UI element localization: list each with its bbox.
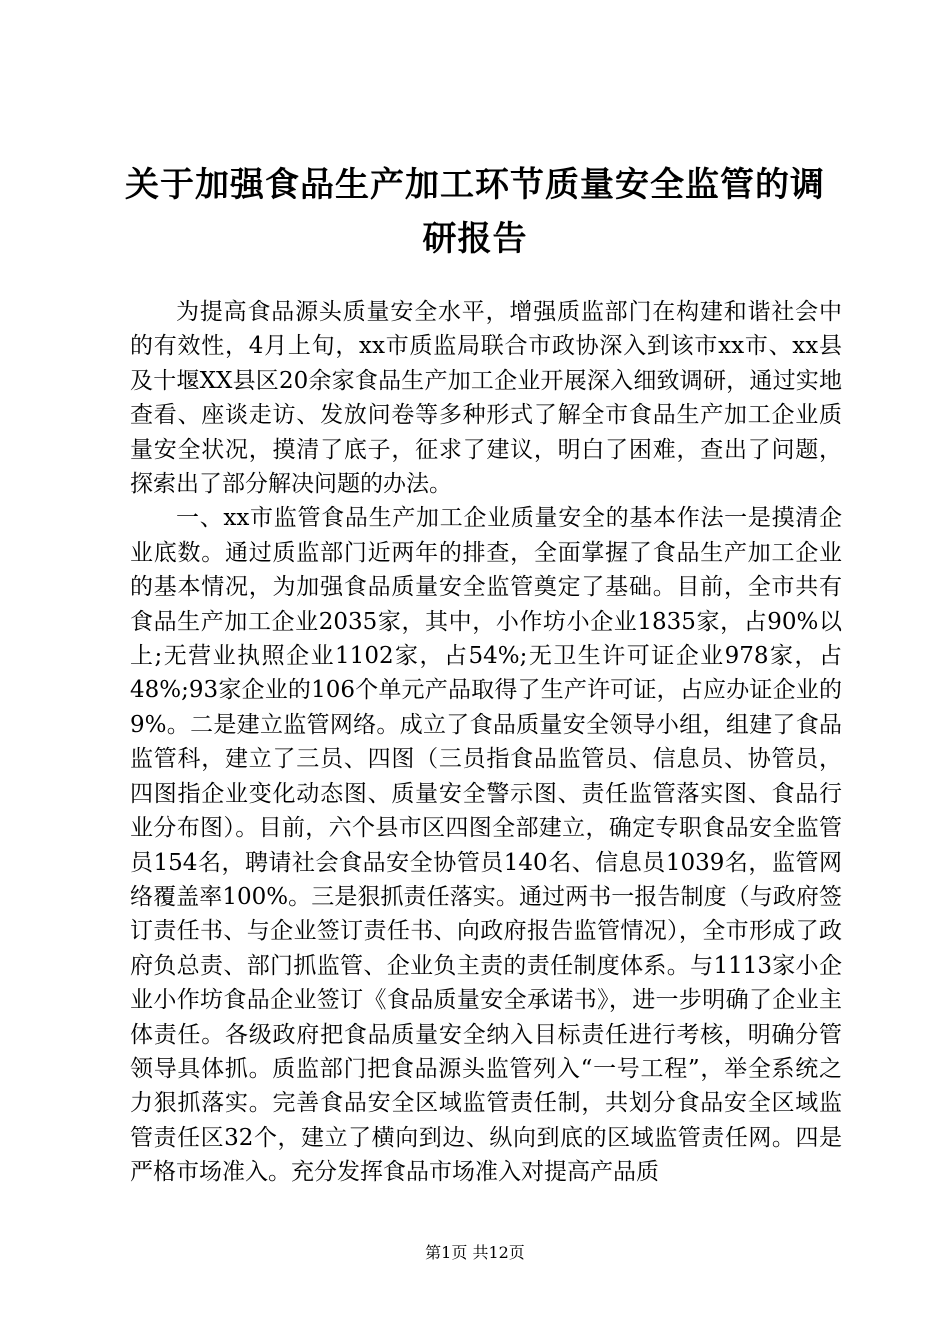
document-body xyxy=(130,295,842,1190)
paragraph-section-1: 一、xx市监管食品生产加工企业质量安全的基本作法一是摸清企业底数。通过质监部门近两年的排查，全面掌握了食品生产加工企业的基本情况，为加强食品质量安全监管奠定了基础。目前，全市共有食品生产加工企业2035家，其中，小作坊小企业1835家，占90%以上;无营业执照企业1102家，占54%;无卫生许可证企业978家，占48%;93家企业的106个单元产品取得了生产许可证，占应办证企业的9%。二是建立监管网络。成立了食品质量安全领导小组，组建了食品监管科，建立了三员、四图（三员指食品监管员、信息员、协管员，四图指企业变化动态图、质量安全警示图、责任监管落实图、食品行业分布图）。目前，六个县市区四图全部建立，确定专职食品安全监管员154名，聘请社会食品安全协管员140名、信息员1039名，监管网络覆盖率100%。三是狠抓责任落实。通过两书一报告制度（与政府签订责任书、与企业签订责任书、向政府报告监管情况），全市形成了政府负总责、部门抓监管、企业负主责的责任制度体系。与1113家小企业小作坊食品企业签订《食品质量安全承诺书》，进一步明确了企业主体责任。各级政府把食品质量安全纳入目标责任进行考核，明确分管领导具体抓。质监部门把食品源头监管列入“一号工程”，举全系统之力狠抓落实。完善食品安全区域监管责任制，共划分食品安全区域监管责任区32个，建立了横向到边、纵向到底的区域监管责任网。四是严格市场准入。充分发挥食品市场准入对提高产品质 xyxy=(130,505,842,1186)
document-title: 关于加强食品生产加工环节质量安全监管的调研报告 xyxy=(125,165,825,259)
page-number-footer: 第1页 共12页 xyxy=(425,1243,525,1262)
paragraph-intro: 为提高食品源头质量安全水平，增强质监部门在构建和谐社会中的有效性，4月上旬，xx市质监局联合市政协深入到该市xx市、xx县及十堰XX县区20余家食品生产加工企业开展深入细致调研，通过实地查看、座谈走访、发放问卷等多种形式了解全市食品生产加工企业质量安全状况，摸清了底子，征求了建议，明白了困难，查出了问题，探索出了部分解决问题的办法。 xyxy=(130,299,842,498)
